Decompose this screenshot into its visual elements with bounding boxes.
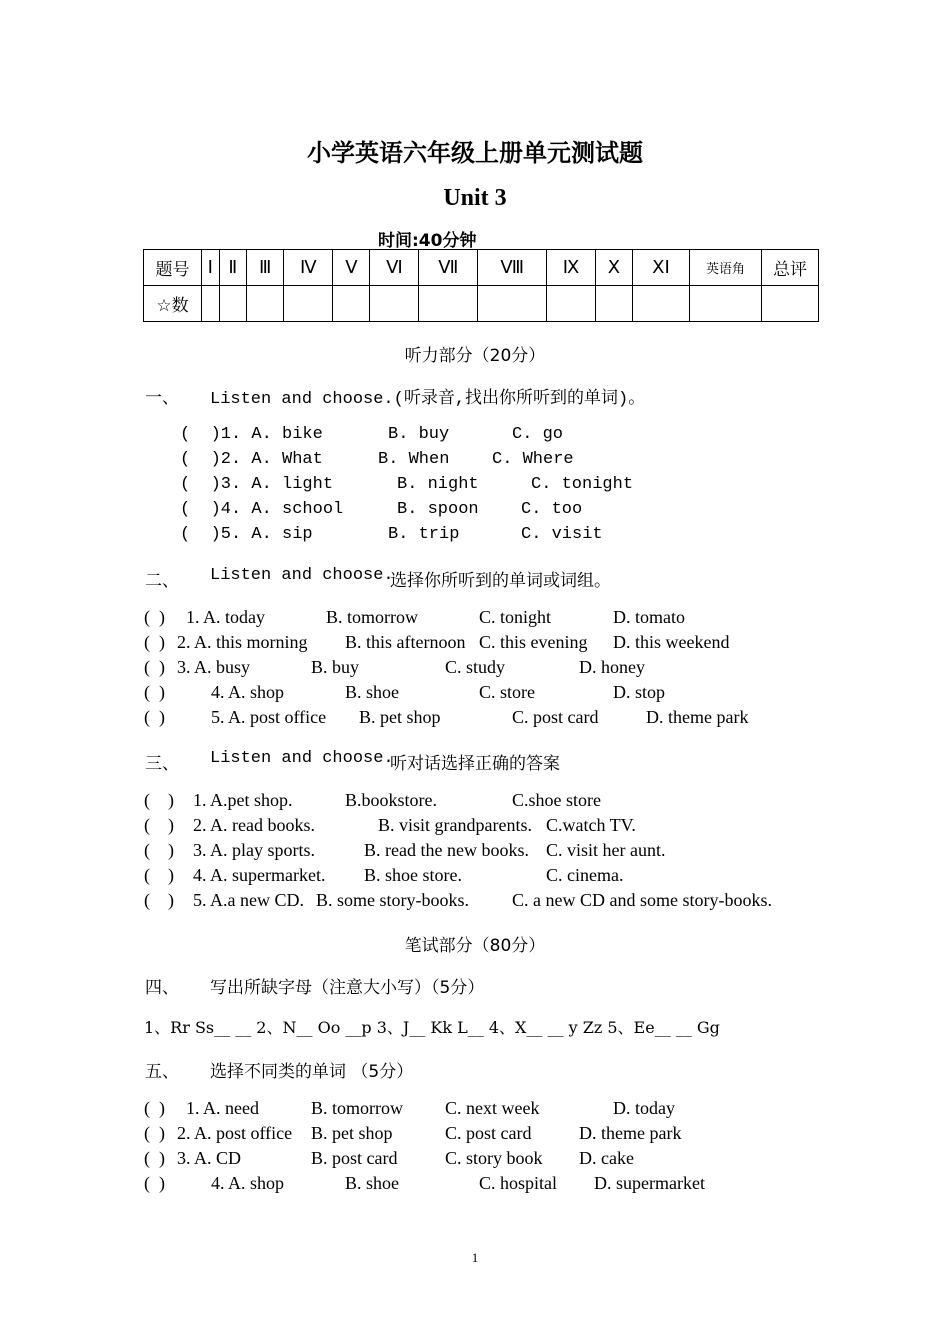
score-cell[interactable] xyxy=(333,286,370,322)
score-cell[interactable] xyxy=(762,286,819,322)
option-b: B. buy xyxy=(388,425,450,444)
section-5-instruction: 选择不同类的单词 （5分） xyxy=(210,1062,414,1082)
unit-title: Unit 3 xyxy=(443,185,507,211)
answer-paren: ( ) xyxy=(144,607,165,627)
option-c: C. Where xyxy=(492,450,574,469)
option-a: 3. A. busy xyxy=(177,657,251,677)
option-a: 3. A. play sports. xyxy=(193,840,316,860)
option-c: C.watch TV. xyxy=(546,815,636,835)
answer-paren: ( ) xyxy=(144,1148,165,1168)
score-cell[interactable] xyxy=(370,286,419,322)
option-a: 4. A. supermarket. xyxy=(193,865,326,885)
option-c: C. story book xyxy=(445,1148,543,1168)
col-5: Ⅴ xyxy=(333,250,370,286)
listening-section-header: 听力部分（20分） xyxy=(404,346,546,366)
option-d: D. stop xyxy=(613,682,666,702)
col-10: Ⅹ xyxy=(595,250,632,286)
option-b: B. shoe xyxy=(345,682,399,702)
score-table-stars-row xyxy=(144,286,819,322)
option-c: C. store xyxy=(479,682,535,702)
answer-paren: ( ) xyxy=(144,815,174,835)
answer-paren: ( ) xyxy=(144,657,165,677)
option-a: 4. A. shop xyxy=(211,1173,285,1193)
option-b: B. visit grandparents. xyxy=(378,815,532,835)
option-b: B. night xyxy=(397,475,479,494)
score-cell[interactable] xyxy=(202,286,220,322)
col-2: Ⅱ xyxy=(219,250,246,286)
option-b: B. this afternoon xyxy=(345,632,466,652)
option-d: D. supermarket xyxy=(594,1173,705,1193)
score-cell[interactable] xyxy=(547,286,596,322)
col-1: Ⅰ xyxy=(202,250,220,286)
section-2-number: 二、 xyxy=(145,571,179,591)
option-a: 3. A. CD xyxy=(177,1148,242,1168)
option-b: B. tomorrow xyxy=(311,1098,403,1118)
answer-paren: ( ) xyxy=(144,840,174,860)
row-label-question-number: 题号 xyxy=(144,250,202,286)
option-a: 1. A. need xyxy=(186,1098,259,1118)
option-a: 5. A. post office xyxy=(211,707,327,727)
option-b: B. pet shop xyxy=(359,707,441,727)
section-1-number: 一、 xyxy=(145,388,179,408)
section-4-instruction: 写出所缺字母（注意大小写）（5分） xyxy=(210,978,485,998)
answer-paren: ( ) xyxy=(144,1098,165,1118)
option-b: B. post card xyxy=(311,1148,398,1168)
score-cell[interactable] xyxy=(633,286,690,322)
option-a: 5. A.a new CD. xyxy=(193,890,304,910)
option-c: C. hospital xyxy=(479,1173,558,1193)
option-d: D. cake xyxy=(579,1148,634,1168)
answer-paren: ( ) xyxy=(144,632,165,652)
score-cell[interactable] xyxy=(478,286,547,322)
option-a: 2. A. read books. xyxy=(193,815,315,835)
option-d: D. honey xyxy=(579,657,645,677)
answer-paren: ( ) xyxy=(144,890,174,910)
option-b: B. some story-books. xyxy=(316,890,469,910)
option-d: D. theme park xyxy=(579,1123,682,1143)
option-b: B. spoon xyxy=(397,500,479,519)
score-cell[interactable] xyxy=(284,286,333,322)
option-c: C. a new CD and some story-books. xyxy=(512,890,772,910)
option-c: C.shoe store xyxy=(512,790,601,810)
question: ( )1. A. bike xyxy=(180,425,323,444)
col-7: Ⅶ xyxy=(419,250,478,286)
section-3-instruction-en: Listen and choose. xyxy=(210,749,394,768)
option-d: D. today xyxy=(613,1098,675,1118)
option-c: C. go xyxy=(512,425,564,444)
section-4-letters: 1、Rr Ss__ __ 2、N__ Oo __p 3、J__ Kk L__ 4、X__ __ y Zz 5、Ee__ __ Gg xyxy=(144,1018,720,1037)
section-2-instruction-cn: 选择你所听到的单词或词组。 xyxy=(390,571,611,591)
option-d: D. theme park xyxy=(646,707,749,727)
option-c: C. cinema. xyxy=(546,865,624,885)
col-total: 总评 xyxy=(762,250,819,286)
answer-paren: ( ) xyxy=(144,865,174,885)
col-8: Ⅷ xyxy=(478,250,547,286)
option-a: 4. A. shop xyxy=(211,682,285,702)
option-b: B. buy xyxy=(311,657,360,677)
option-b: B.bookstore. xyxy=(345,790,437,810)
score-table-header-row xyxy=(144,250,819,286)
page-title: 小学英语六年级上册单元测试题 xyxy=(307,139,643,167)
question: ( )3. A. light xyxy=(180,475,334,494)
page-number: 1 xyxy=(471,1250,479,1265)
option-b: B. pet shop xyxy=(311,1123,393,1143)
answer-paren: ( ) xyxy=(144,682,165,702)
option-c: C. next week xyxy=(445,1098,540,1118)
col-9: Ⅸ xyxy=(547,250,596,286)
col-11: ⅩⅠ xyxy=(633,250,690,286)
col-english-corner: 英语角 xyxy=(690,250,762,286)
option-b: B. shoe store. xyxy=(364,865,462,885)
score-table xyxy=(143,249,819,322)
option-b: B. trip xyxy=(388,525,460,544)
question: ( )2. A. What xyxy=(180,450,323,469)
answer-paren: ( ) xyxy=(144,790,174,810)
answer-paren: ( ) xyxy=(144,1123,165,1143)
option-b: B. tomorrow xyxy=(326,607,418,627)
option-a: 2. A. this morning xyxy=(177,632,308,652)
option-d: D. tomato xyxy=(613,607,685,627)
option-a: 1. A. today xyxy=(186,607,265,627)
col-6: Ⅵ xyxy=(370,250,419,286)
col-3: Ⅲ xyxy=(246,250,283,286)
row-label-stars: ☆数 xyxy=(144,286,202,322)
option-c: C. post card xyxy=(512,707,599,727)
option-b: B. When xyxy=(378,450,450,469)
option-c: C. study xyxy=(445,657,506,677)
score-cell[interactable] xyxy=(690,286,762,322)
answer-paren: ( ) xyxy=(144,707,165,727)
option-b: B. shoe xyxy=(345,1173,399,1193)
option-c: C. tonight xyxy=(479,607,552,627)
option-c: C. tonight xyxy=(531,475,634,494)
time-limit: 时间:40分钟 xyxy=(378,231,477,251)
score-cell[interactable] xyxy=(246,286,283,322)
answer-paren: ( ) xyxy=(144,1173,165,1193)
option-d: D. this weekend xyxy=(613,632,730,652)
question: ( )4. A. school xyxy=(180,500,344,519)
option-c: C. this evening xyxy=(479,632,588,652)
score-cell[interactable] xyxy=(419,286,478,322)
question: ( )5. A. sip xyxy=(180,525,313,544)
option-c: C. too xyxy=(521,500,583,519)
written-section-header: 笔试部分（80分） xyxy=(404,936,546,956)
score-cell[interactable] xyxy=(595,286,632,322)
section-2-instruction-en: Listen and choose. xyxy=(210,566,394,585)
option-c: C. visit xyxy=(521,525,603,544)
option-a: 1. A.pet shop. xyxy=(193,790,293,810)
score-cell[interactable] xyxy=(219,286,246,322)
section-4-number: 四、 xyxy=(145,978,179,998)
option-b: B. read the new books. xyxy=(364,840,529,860)
section-5-number: 五、 xyxy=(145,1062,179,1082)
option-c: C. visit her aunt. xyxy=(546,840,666,860)
section-3-instruction-cn: 听对话选择正确的答案 xyxy=(390,754,560,774)
col-4: Ⅳ xyxy=(284,250,333,286)
option-c: C. post card xyxy=(445,1123,532,1143)
section-1-instruction: Listen and choose.(听录音,找出你所听到的单词)。 xyxy=(210,390,646,409)
option-a: 2. A. post office xyxy=(177,1123,293,1143)
section-3-number: 三、 xyxy=(145,754,179,774)
